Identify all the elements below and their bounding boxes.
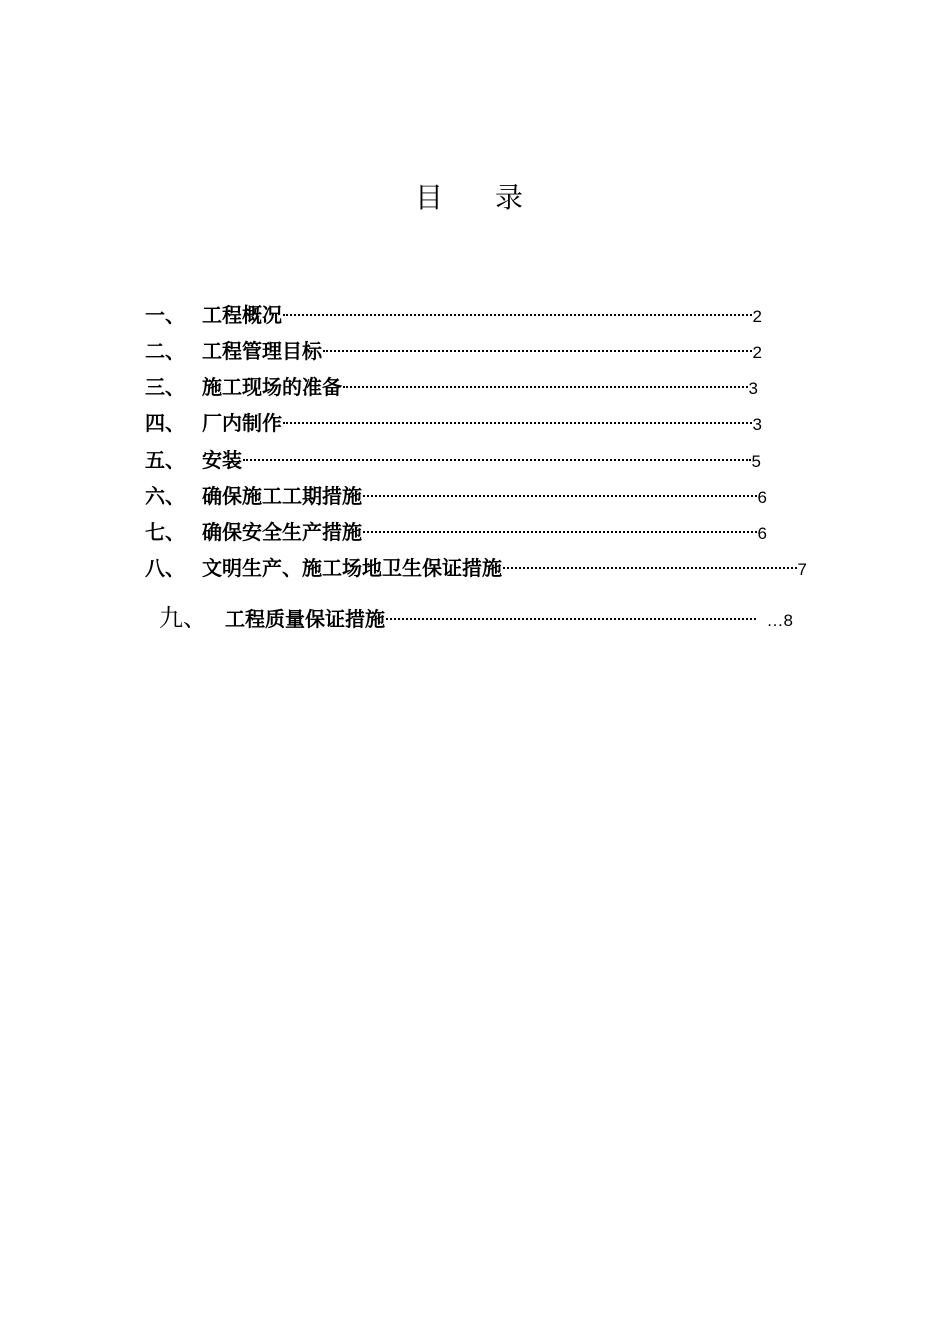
toc-item-page: 6 [757, 488, 767, 507]
toc-item[interactable] [145, 373, 758, 401]
toc-item-number: 三、 [145, 375, 185, 399]
toc-item-page: 5 [751, 452, 761, 471]
dot-leader [343, 386, 748, 388]
toc-item[interactable] [145, 554, 807, 582]
toc-item-page: 7 [797, 560, 807, 579]
toc-item-page: 3 [748, 379, 758, 398]
dot-leader [283, 422, 752, 424]
toc-item-page: 6 [757, 524, 767, 543]
toc-item[interactable] [145, 337, 762, 365]
toc-item[interactable] [159, 604, 793, 632]
toc-item[interactable] [145, 409, 762, 437]
toc-item-label: 施工现场的准备 [202, 375, 342, 399]
toc-item[interactable] [145, 518, 767, 546]
toc-item-number: 五、 [145, 448, 185, 472]
toc-item-label: 确保安全生产措施 [202, 520, 362, 544]
toc-item[interactable] [145, 301, 762, 329]
toc-item[interactable] [145, 482, 767, 510]
toc-item-label: 工程质量保证措施 [225, 607, 385, 631]
toc-item-number: 二、 [145, 339, 185, 363]
toc-item-label: 确保施工工期措施 [202, 484, 362, 508]
dot-leader [386, 618, 756, 620]
dot-leader [363, 531, 757, 533]
toc-item-number: 七、 [145, 520, 185, 544]
toc-item-page: 2 [752, 343, 762, 362]
toc-item-page: …8 [766, 611, 793, 630]
toc-item-label: 工程管理目标 [202, 339, 322, 363]
toc-item[interactable] [145, 446, 761, 474]
toc-item-page: 3 [752, 415, 762, 434]
toc-item-label: 安装 [202, 448, 242, 472]
dot-leader [503, 567, 797, 569]
toc-item-label: 工程概况 [202, 303, 282, 327]
toc-item-number: 六、 [145, 484, 185, 508]
dot-leader [283, 314, 752, 316]
dot-leader [363, 495, 757, 497]
toc-item-number: 九、 [159, 604, 207, 632]
toc-item-page: 2 [752, 307, 762, 326]
dot-leader [243, 459, 751, 461]
toc-item-number: 四、 [145, 411, 185, 435]
dot-leader [323, 350, 752, 352]
toc-item-number: 八、 [145, 556, 185, 580]
toc-item-label: 厂内制作 [202, 411, 282, 435]
toc-item-number: 一、 [145, 303, 185, 327]
toc-item-label: 文明生产、施工场地卫生保证措施 [202, 556, 502, 580]
page-title: 目录 [414, 181, 575, 214]
